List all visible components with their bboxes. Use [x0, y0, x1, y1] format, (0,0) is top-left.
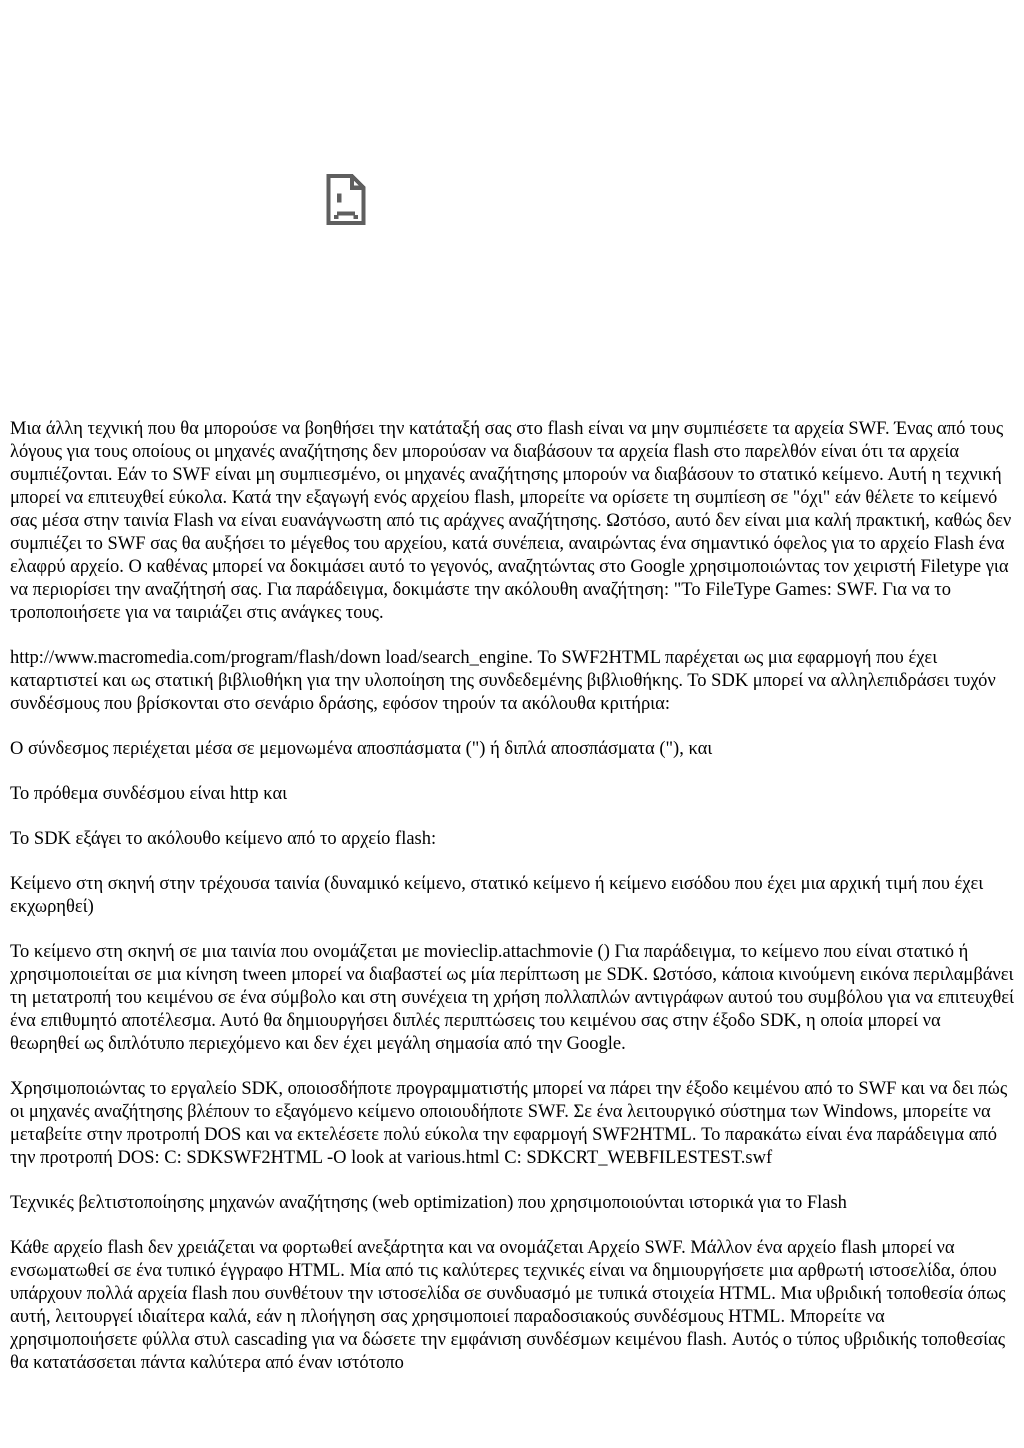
paragraph: Χρησιμοποιώντας το εργαλείο SDK, οποιοσδήποτε προγραμματιστής μπορεί να πάρει την έξοδο κειμένου από το SWF και να δει πώς οι μηχανές αναζήτησης βλέπουν το εξαγόμενο κείμενο οποιουδήποτε SWF. Σε ένα λειτουργικό σύστημα των Windows, μπορείτε να μεταβείτε στην προτροπή DOS και να εκτελέσετε πολύ εύκολα την εφαρμογή SWF2HTML. Το παρακάτω είναι ένα παράδειγμα από την προτροπή DOS: C: SDKSWF2HTML -O look at various.html C: SDKCRT_WEBFILESTEST.swf — [10, 1079, 1008, 1168]
paragraph: Το κείμενο στη σκηνή σε μια ταινία που ονομάζεται με movieclip.attachmovie () Για παράδειγμα, το κείμενο που είναι στατικό ή χρησιμοποιείται σε μια κίνηση tween μπορεί να διαβαστεί ως μία περίπτωση με SDK. Ωστόσο, κάποια κινούμενη εικόνα περιλαμβάνει τη μετατροπή του κειμένου σε ένα σύμβολο και στη συνέχεια τη χρήση πολλαπλών αντιγράφων αυτού του συμβόλου για να επιτευχθεί ένα επιθυμητό αποτέλεσμα. Αυτό θα δημιουργήσει διπλές περιπτώσεις του κειμένου σας στην έξοδο SDK, η οποία μπορεί να θεωρηθεί ως διπλότυπο περιεχόμενο και δεν έχει μεγάλη σημασία από την Google. — [10, 942, 1014, 1054]
paragraph: Ο σύνδεσμος περιέχεται μέσα σε μεμονωμένα αποσπάσματα (") ή διπλά αποσπάσματα ("), και — [10, 739, 713, 759]
paragraph: Το πρόθεμα συνδέσμου είναι http και — [10, 784, 288, 804]
paragraph: Τεχνικές βελτιστοποίησης μηχανών αναζήτησης (web optimization) που χρησιμοποιούνται ιστορικά για το Flash — [10, 1193, 847, 1213]
broken-image-icon — [325, 173, 367, 226]
paragraph: http://www.macromedia.com/program/flash/down load/search_engine. Το SWF2HTML παρέχεται ως μια εφαρμογή που έχει καταρτιστεί και ως στατική βιβλιοθήκη για την υλοποίηση της συνδεδεμένης βιβλιοθήκης. Το SDK μπορεί να αλληλεπιδράσει τυχόν συνδέσμους που βρίσκονται στο σενάριο δράσης, εφόσον τηρούν τα ακόλουθα κριτήρια: — [10, 648, 996, 714]
paragraph: Μια άλλη τεχνική που θα μπορούσε να βοηθήσει την κατάταξή σας στο flash είναι να μην συμπιέσετε τα αρχεία SWF. Ένας από τους λόγους για τους οποίους οι μηχανές αναζήτησης δεν μπορούσαν να διαβάσουν τα αρχεία flash στο παρελθόν είναι ότι τα αρχεία συμπιέζονται. Εάν το SWF είναι μη συμπιεσμένο, οι μηχανές αναζήτησης μπορούν να διαβάσουν το στατικό κείμενο. Αυτή η τεχνική μπορεί να επιτευχθεί εύκολα. Κατά την εξαγωγή ενός αρχείου flash, μπορείτε να ορίσετε τη συμπίεση σε "όχι" εάν θέλετε το κείμενό σας μέσα στην ταινία Flash να είναι ευανάγνωστη από τις αράχνες αναζήτησης. Ωστόσο, αυτό δεν είναι μια καλή πρακτική, καθώς δεν συμπιέζει το SWF σας θα αυξήσει το μέγεθος του αρχείου, κατά συνέπεια, αναιρώντας ένα σημαντικό όφελος για το αρχείο Flash ένα ελαφρύ αρχείο. Ο καθένας μπορεί να δοκιμάσει αυτό το γεγονός, αναζητώντας στο Google χρησιμοποιώντας τον χειριστή Filetype για να περιορίσει την αναζήτησή σας. Για παράδειγμα, δοκιμάστε την ακόλουθη αναζήτηση: "Το FileType Games: SWF. Για να το τροποποιήσετε για να ταιριάζει στις ανάγκες τους. — [10, 419, 1012, 623]
article-body — [0, 418, 1024, 1375]
broken-image-placeholder — [0, 0, 1024, 418]
paragraph: Το SDK εξάγει το ακόλουθο κείμενο από το αρχείο flash: — [10, 829, 437, 849]
paragraph: Κάθε αρχείο flash δεν χρειάζεται να φορτωθεί ανεξάρτητα και να ονομάζεται Αρχείο SWF. Μάλλον ένα αρχείο flash μπορεί να ενσωματωθεί σε ένα τυπικό έγγραφο HTML. Μία από τις καλύτερες τεχνικές είναι να δημιουργήσετε μια αρθρωτή ιστοσελίδα, όπου υπάρχουν πολλά αρχεία flash που συνθέτουν την ιστοσελίδα σε συνδυασμό με τυπικά στοιχεία HTML. Μια υβριδική τοποθεσία όπως αυτή, λειτουργεί ιδιαίτερα καλά, εάν η πλοήγηση σας χρησιμοποιεί παραδοσιακούς συνδέσμους HTML. Μπορείτε να χρησιμοποιήσετε φύλλα στυλ cascading για να δώσετε την εμφάνιση συνδέσμων κειμένου flash. Αυτός ο τύπος υβριδικής τοποθεσίας θα κατατάσσεται πάντα καλύτερα από έναν ιστότοπο — [10, 1238, 1006, 1373]
paragraph: Κείμενο στη σκηνή στην τρέχουσα ταινία (δυναμικό κείμενο, στατικό κείμενο ή κείμενο εισόδου που έχει μια αρχική τιμή που έχει εκχωρηθεί) — [10, 874, 984, 917]
